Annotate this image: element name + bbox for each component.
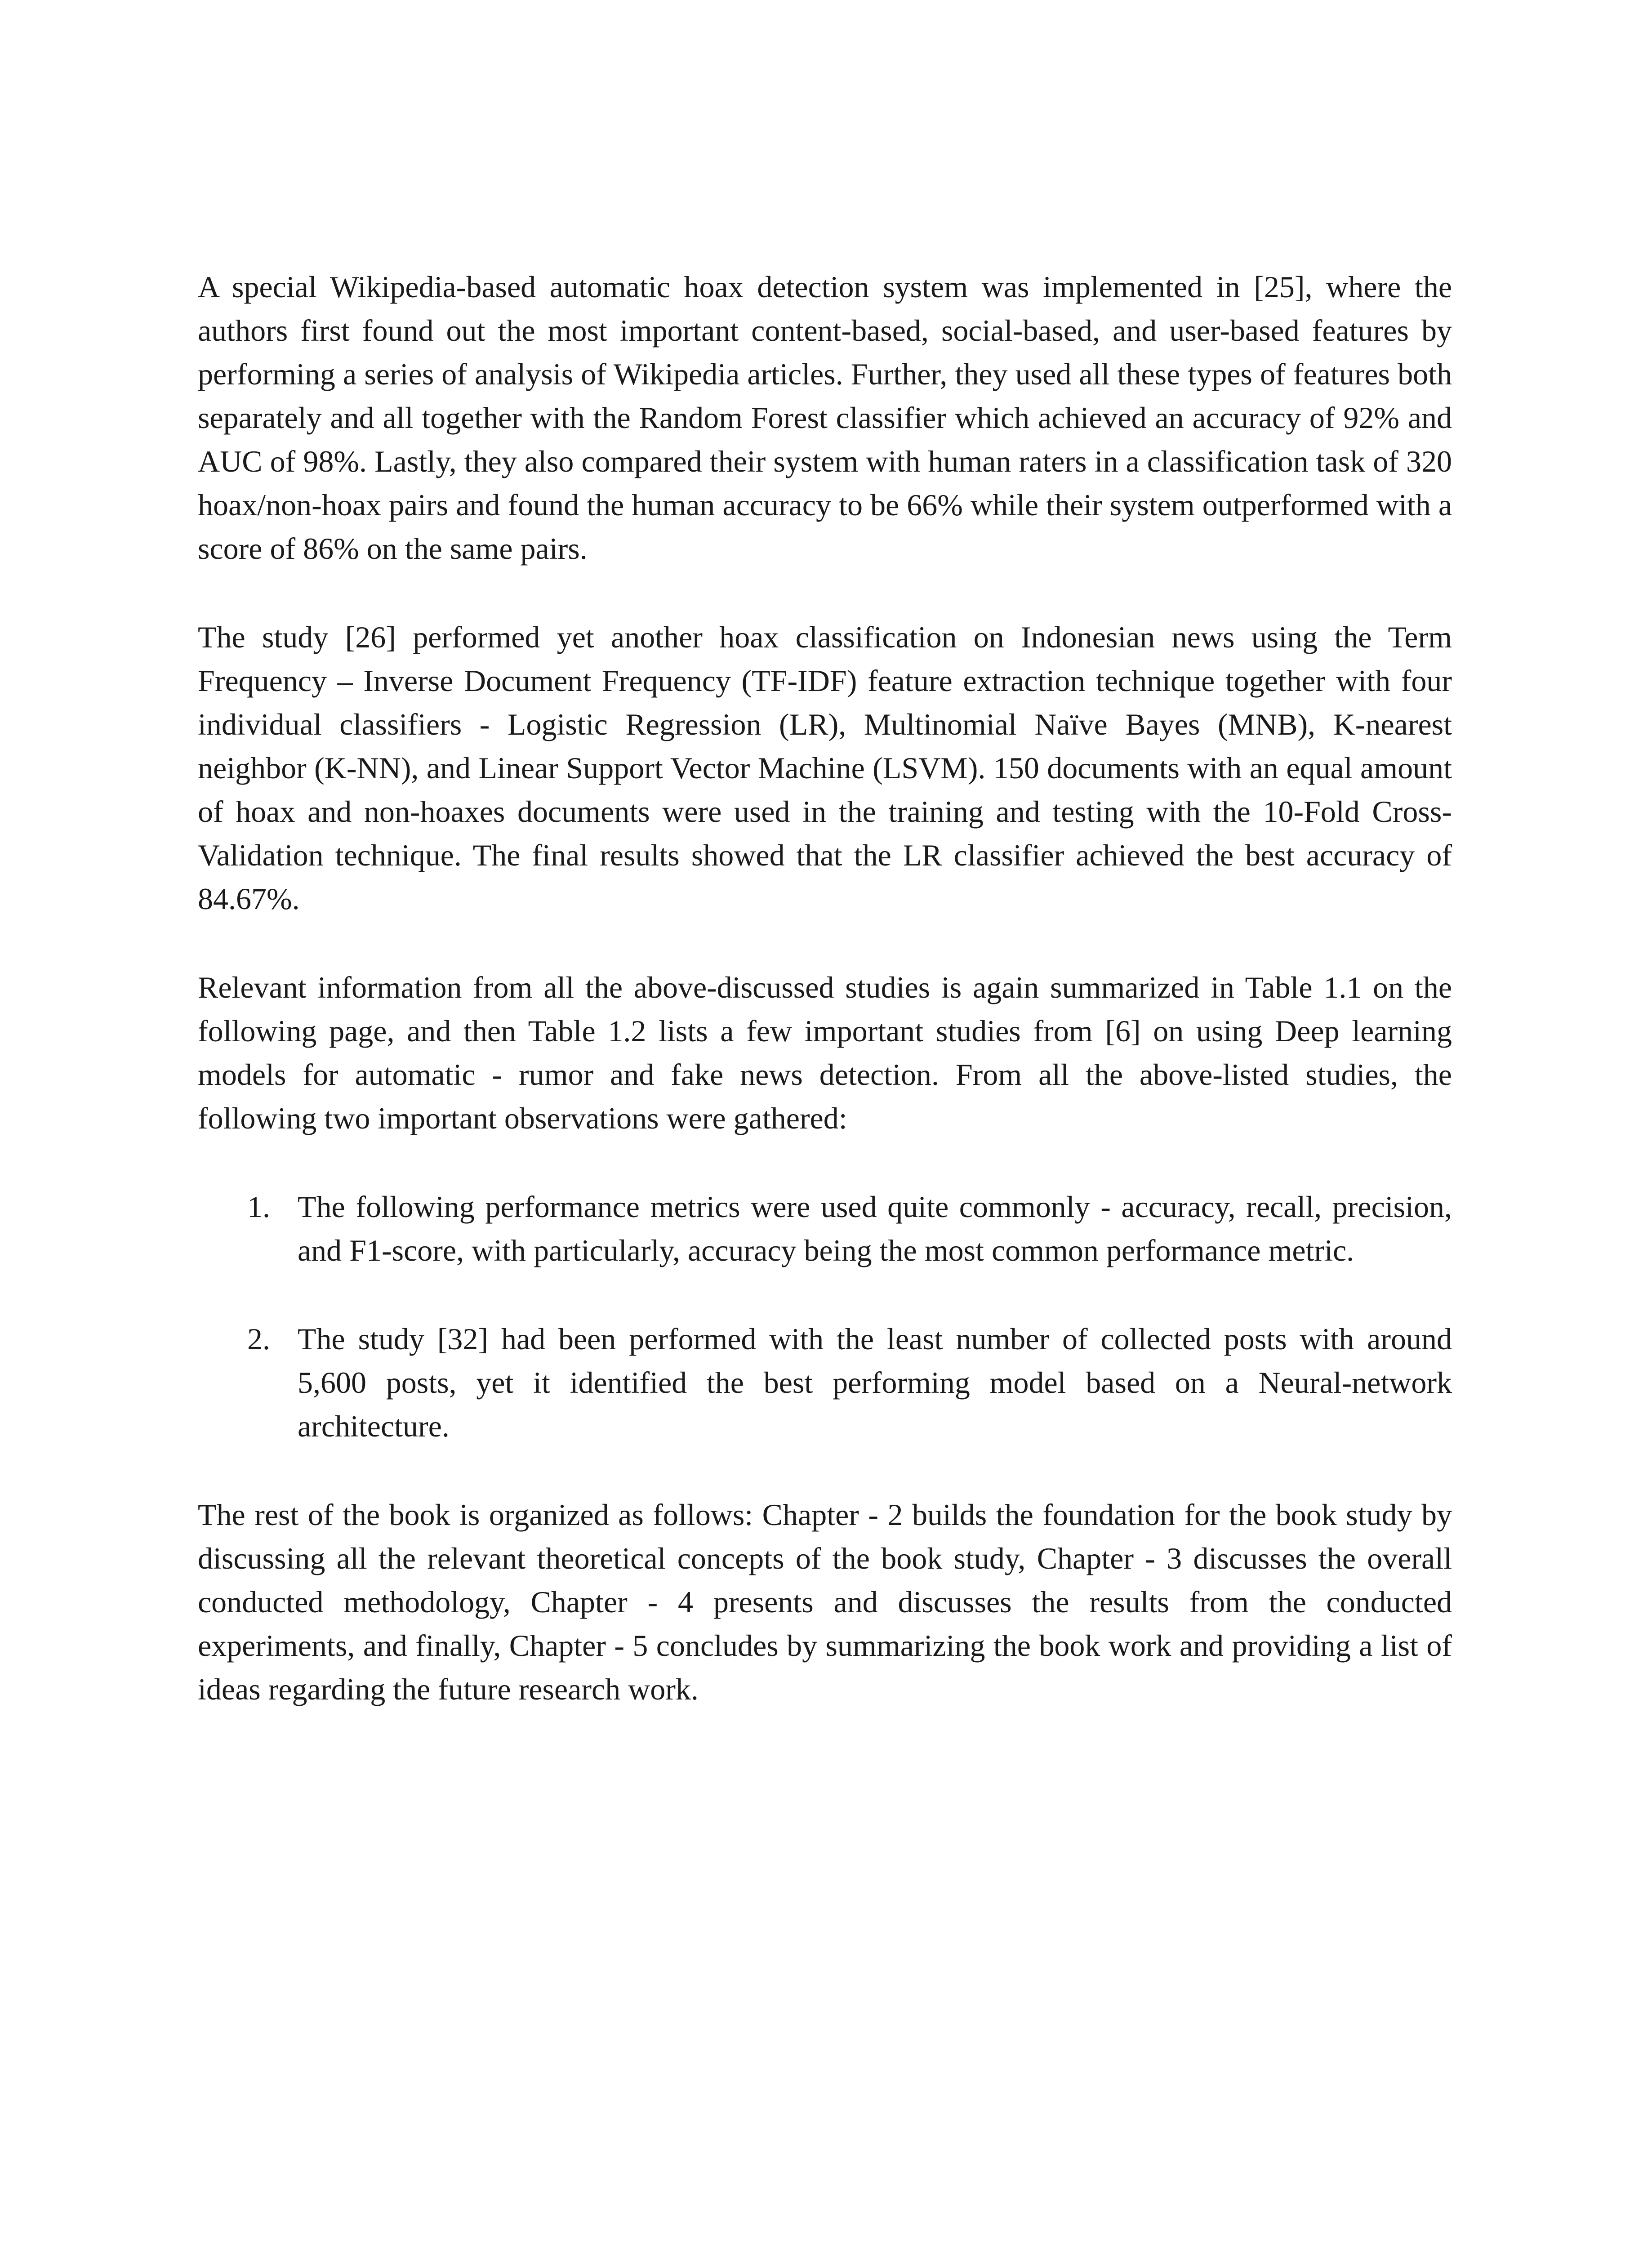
- list-item: [198, 1317, 1452, 1448]
- list-item-number: 1.: [247, 1190, 270, 1224]
- paragraph-wikipedia-hoax-detection: A special Wikipedia-based automatic hoax detection system was implemented in [25], where the authors first found out the most important content-based, social-based, and user-based features by performing a series of analysis of Wikipedia articles. Further, they used all these types of features both separately and all together with the Random Forest classifier which achieved an accuracy of 92% and AUC of 98%. Lastly, they also compared their system with human raters in a classification task of 320 hoax/non-hoax pairs and found the human accuracy to be 66% while their system outperformed with a score of 86% on the same pairs.: [198, 270, 1452, 566]
- paragraph-summary-tables: Relevant information from all the above-discussed studies is again summarized in Table 1.1 on the following page, and then Table 1.2 lists a few important studies from [6] on using Deep learning models for automatic - rumor and fake news detection. From all the above-listed studies, the following two important observations were gathered:: [198, 970, 1452, 1135]
- paragraph-indonesian-hoax-classification: The study [26] performed yet another hoax classification on Indonesian news using the Term Frequency – Inverse Document Frequency (TF-IDF) feature extraction technique together with four individual classifiers - Logistic Regression (LR), Multinomial Naïve Bayes (MNB), K-nearest neighbor (K-NN), and Linear Support Vector Machine (LSVM). 150 documents with an equal amount of hoax and non-hoaxes documents were used in the training and testing with the 10-Fold Cross-Validation technique. The final results showed that the LR classifier achieved the best accuracy of 84.67%.: [198, 620, 1452, 916]
- list-item-number: 2.: [247, 1322, 270, 1356]
- paragraph-book-organization: The rest of the book is organized as follows: Chapter - 2 builds the foundation for the book study by discussing all the relevant theoretical concepts of the book study, Chapter - 3 discusses the overall conducted methodology, Chapter - 4 presents and discusses the results from the conducted experiments, and finally, Chapter - 5 concludes by summarizing the book work and providing a list of ideas regarding the future research work.: [198, 1498, 1452, 1706]
- page-body: [198, 265, 1452, 1756]
- list-item-text: The study [32] had been performed with the least number of collected posts with around 5,600 posts, yet it identified the best performing model based on a Neural-network architecture.: [298, 1322, 1452, 1443]
- list-item-text: The following performance metrics were used quite commonly - accuracy, recall, precision, and F1-score, with particularly, accuracy being the most common performance metric.: [298, 1190, 1452, 1267]
- observations-list: [198, 1185, 1452, 1448]
- list-item: [198, 1185, 1452, 1272]
